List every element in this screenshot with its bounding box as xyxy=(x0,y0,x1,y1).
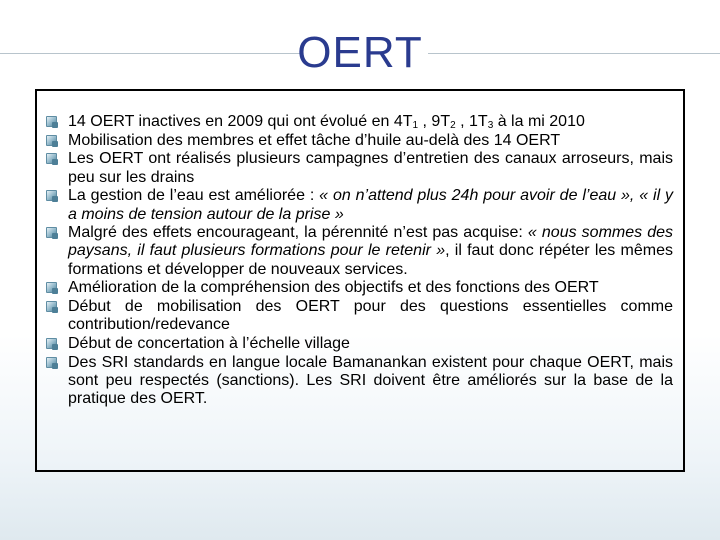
list-item xyxy=(45,224,673,279)
item-text: Début de concertation à l’échelle village xyxy=(68,334,350,352)
checkbox-bullet-icon xyxy=(46,227,57,238)
list-item xyxy=(45,354,673,409)
quote-text: « nous sommes des paysans, il faut plusieurs formations pour le retenir » xyxy=(68,224,673,260)
checkbox-bullet-icon xyxy=(46,338,57,349)
list-item xyxy=(45,279,673,297)
subscript: 3 xyxy=(487,120,494,131)
list-item xyxy=(45,335,673,353)
checkbox-bullet-icon xyxy=(46,153,57,164)
list-item xyxy=(45,132,673,150)
item-text: Malgré des effets encourageant, la pérennité n’est pas acquise: xyxy=(68,224,528,242)
checkbox-bullet-icon xyxy=(46,301,57,312)
item-text: à la mi 2010 xyxy=(493,113,585,130)
subscript: 2 xyxy=(450,120,456,131)
quote-text: « on n’attend plus 24h pour avoir de l’eau », « il y a moins de tension autour de la prise » xyxy=(68,187,674,223)
content-box xyxy=(35,89,685,472)
subscript: 1 xyxy=(412,120,419,131)
item-text: Mobilisation des membres et effet tâche d’huile au-delà des 14 OERT xyxy=(68,131,561,149)
checkbox-bullet-icon xyxy=(46,135,57,146)
item-text: , 1T xyxy=(455,113,488,130)
item-text: Amélioration de la compréhension des objectifs et des fonctions des OERT xyxy=(68,279,599,297)
bullet-list xyxy=(45,113,673,409)
checkbox-bullet-icon xyxy=(46,190,57,201)
list-item xyxy=(45,187,673,223)
list-item xyxy=(45,113,673,131)
checkbox-bullet-icon xyxy=(46,282,57,293)
item-text: Les OERT ont réalisés plusieurs campagnes d’entretien des canaux arroseurs, mais peu sur les drains xyxy=(68,150,673,186)
checkbox-bullet-icon xyxy=(46,357,57,368)
slide-title: OERT xyxy=(297,28,423,77)
list-item xyxy=(45,298,673,334)
item-text: Début de mobilisation des OERT pour des questions essentielles comme contribution/redevance xyxy=(68,298,673,334)
checkbox-bullet-icon xyxy=(46,116,57,127)
item-text: 14 OERT inactives en 2009 qui ont évolué en 4T xyxy=(68,113,413,130)
item-text: , 9T xyxy=(418,113,451,130)
item-text: La gestion de l’eau est améliorée : xyxy=(68,187,320,205)
list-item xyxy=(45,150,673,186)
item-text: , il faut donc répéter les mêmes formations et développer de nouveaux services. xyxy=(68,242,673,278)
item-text: Des SRI standards en langue locale Bamanankan existent pour chaque OERT, mais sont peu respectés (sanctions). Les SRI doivent être améliorés sur la base de la pratique des OERT. xyxy=(68,353,673,408)
